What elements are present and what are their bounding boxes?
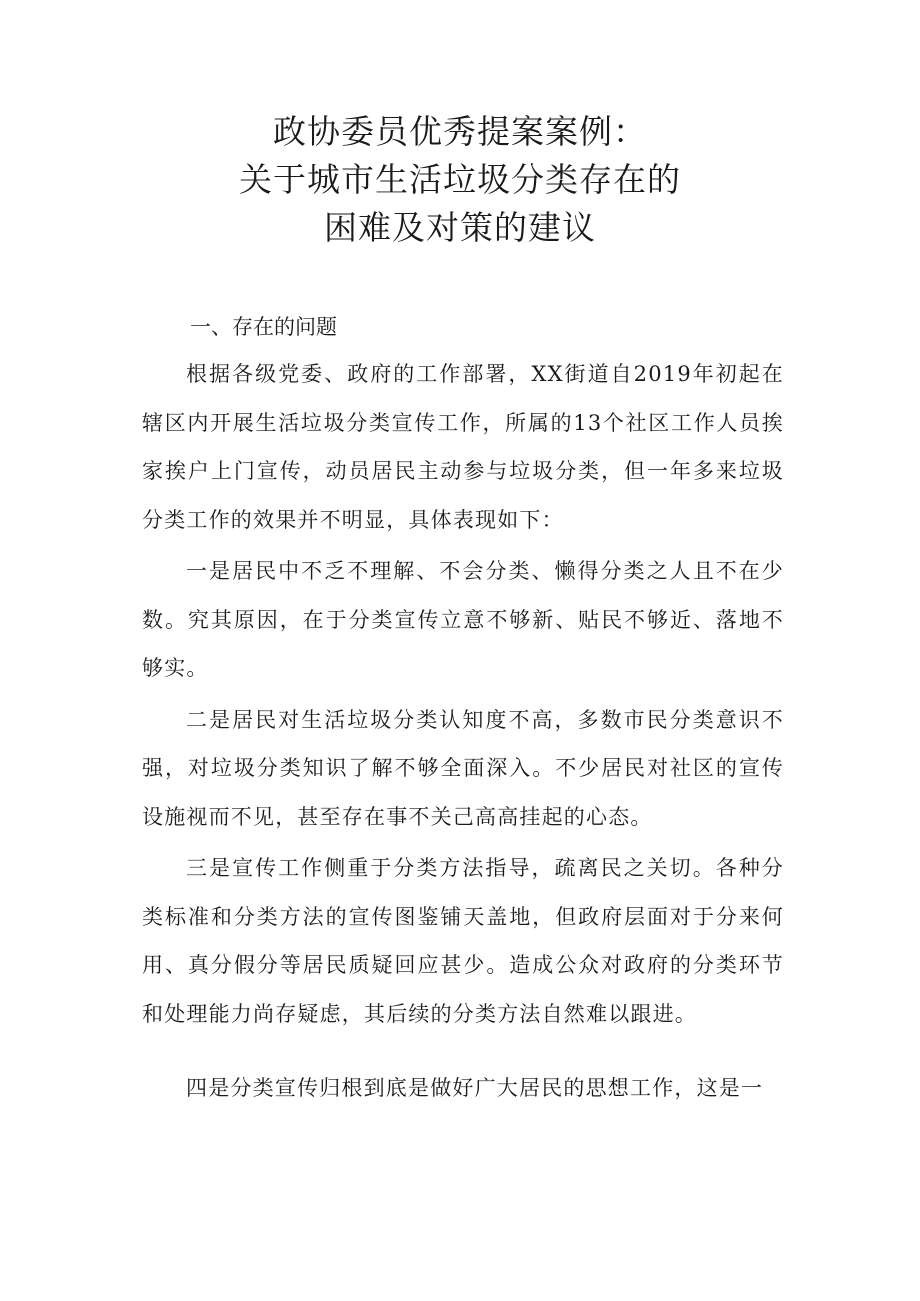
paragraph-point-3: 三是宣传工作侧重于分类方法指导，疏离民之关切。各种分类标准和分类方法的宣传图鉴铺天盖地，但政府层面对于分来何用、真分假分等居民质疑回应甚少。造成公众对政府的分类环节和处理能力尚存疑虑，其后续的分类方法自然难以跟进。 (142, 856, 784, 1026)
section-heading: 一、存在的问题 (190, 315, 337, 339)
title-line-1: 政协委员优秀提案案例： (273, 112, 647, 151)
paragraph-intro: 根据各级党委、政府的工作部署，XX街道自2019年初起在辖区内开展生活垃圾分类宣传工作，所属的13个社区工作人员挨家挨户上门宣传，动员居民主动参与垃圾分类，但一年多来垃圾分类工作的效果并不明显，具体表现如下： (142, 362, 784, 532)
paragraph-point-4: 四是分类宣传归根到底是做好广大居民的思想工作，这是一 (186, 1076, 764, 1100)
document-body (142, 312, 784, 1116)
title-line-2: 关于城市生活垃圾分类存在的 (239, 160, 681, 199)
paragraph-point-1: 一是居民中不乏不理解、不会分类、懒得分类之人且不在少数。究其原因，在于分类宣传立意不够新、贴民不够近、落地不够实。 (142, 559, 784, 680)
paragraph-point-2: 二是居民对生活垃圾分类认知度不高，多数市民分类意识不强，对垃圾分类知识了解不够全面深入。不少居民对社区的宣传设施视而不见，甚至存在事不关己高高挂起的心态。 (142, 707, 784, 829)
title-line-3: 困难及对策的建议 (324, 208, 596, 247)
document-title (0, 108, 920, 252)
